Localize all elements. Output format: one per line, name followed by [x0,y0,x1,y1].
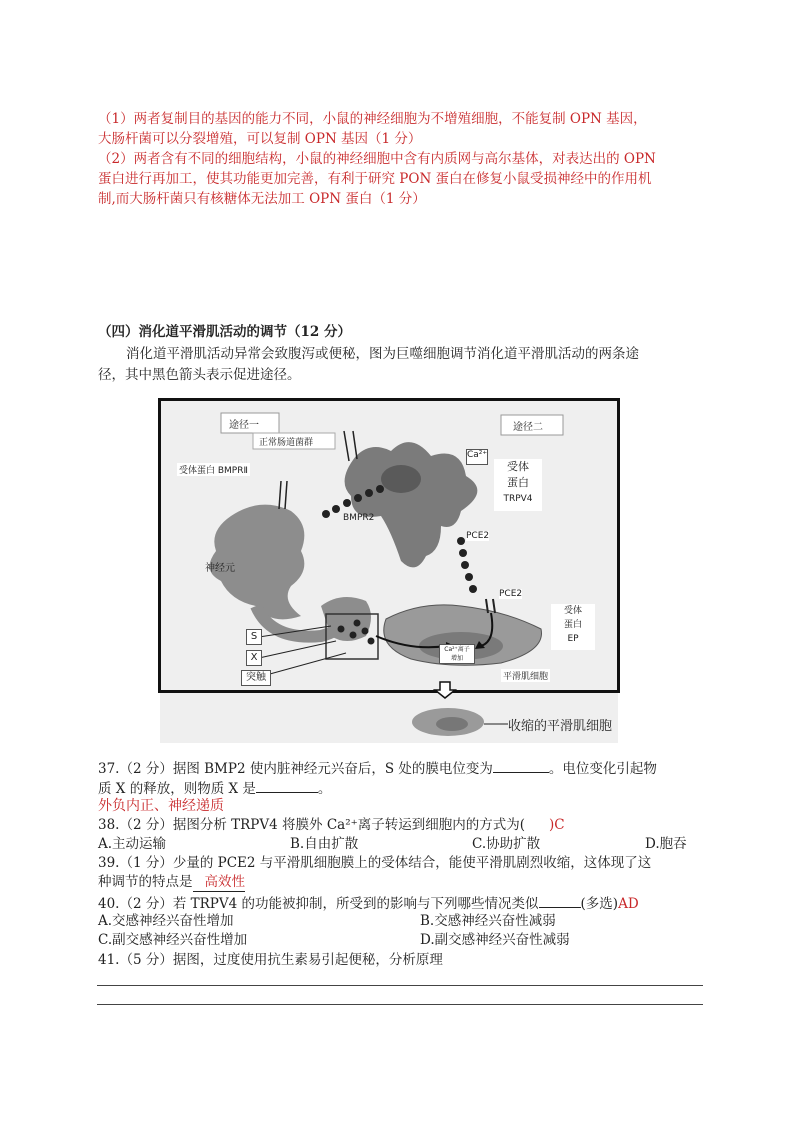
ca-increase-line-1: Ca²⁺离子 [444,646,470,653]
macrophage-shape [345,442,478,567]
ep-line-2: 蛋白 [563,620,582,630]
trpv4-receptor-label [494,459,542,511]
q40-option-c: C.副交感神经兴奋性增加 [98,932,248,948]
q37-answer: 外负内正、神经递质 [98,798,224,814]
q37-line-1 [98,758,657,778]
contracted-cell-label: 收缩的平滑肌细胞 [508,719,613,734]
q37-blank-1 [493,758,549,773]
trpv4-line-2: 蛋白 [507,476,529,489]
answer-line-3: （2）两者含有不同的细胞结构，小鼠的神经细胞中含有内质网与高尔基体，对表达出的 OPN [98,151,656,167]
q38-option-c: C.协助扩散 [472,836,541,852]
ca-increase-label [439,644,475,664]
answer-line-5: 制,而大肠杆菌只有核糖体无法加工 OPN 蛋白（1 分） [98,191,426,207]
q37-text-b: 。电位变化引起物 [548,761,657,777]
q38-answer: C [554,817,565,833]
q39-line-2 [98,873,245,892]
answer-line-1: （1）两者复制目的基因的能力不同，小鼠的神经细胞为不增殖细胞，不能复制 OPN 基因， [98,111,647,127]
q38-text: 38.（2 分）据图分析 TRPV4 将膜外 Ca²⁺离子转运到细胞内的方式为( [98,817,525,833]
pce2-label-b: PCE2 [499,589,523,599]
q40-option-d: D.副交感神经兴奋性减弱 [420,932,570,948]
q38-line [98,816,565,834]
ca-label: Ca²⁺ [466,449,488,465]
q39-text-b: 种调节的特点是 [98,874,193,890]
q40-answer: AD [618,896,639,912]
answer-rule-2 [97,1004,703,1005]
q38-option-d: D.胞吞 [645,836,687,852]
q37-text-d: 。 [317,781,332,797]
trpv4-line-3: TRPV4 [503,494,533,504]
q37-blank-2 [256,778,318,793]
q40-blank [539,893,581,908]
bmpr-receptor-label: 受体蛋白 BMPRⅡ [177,463,250,476]
answer-line-4: 蛋白进行再加工，使其功能更加完善，有利于研究 PON 蛋白在修复小鼠受损神经中的作用机 [98,171,652,187]
q39-line-1: 39.（1 分）少量的 PCE2 与平滑肌细胞膜上的受体结合，能使平滑肌剧烈收缩，这体现了这 [98,855,652,871]
macrophage-figure [158,398,620,693]
bmpr2-label: BMPR2 [343,513,375,523]
macrophage-nucleus-shape [381,465,421,493]
q40-option-b: B.交感神经兴奋性减弱 [420,913,556,929]
q38-option-b: B.自由扩散 [290,836,359,852]
figure-drawing [161,401,617,690]
ca-increase-line-2: 增加 [450,655,463,662]
q39-answer: 高效性 [193,873,246,892]
q40-text: 40.（2 分）若 TRPV4 的功能被抑制，所受到的影响与下列哪些情况类似 [98,896,539,912]
s-label: S [246,629,262,645]
q37-text-a: 37.（2 分）据图 BMP2 使内脏神经元兴奋后，S 处的膜电位变为 [98,761,493,777]
ep-receptor-label [551,604,595,650]
answer-line-2: 大肠杆菌可以分裂增殖，可以复制 OPN 基因（1 分） [98,131,422,147]
pathway1-label: 途径一 [229,420,259,431]
answer-rule-1 [97,985,703,986]
gut-flora-label: 正常肠道菌群 [259,438,314,448]
contracted-cell-drawing [400,680,510,740]
q37-line-2 [98,778,331,798]
trpv4-line-1: 受体 [507,460,529,473]
smooth-muscle-label: 平滑肌细胞 [501,669,550,682]
synapse-label: 突触 [241,670,271,686]
section-intro-line-1: 消化道平滑肌活动异常会致腹泻或便秘，图为巨噬细胞调节消化道平滑肌活动的两条途 [126,346,639,362]
x-label: X [246,650,262,666]
q41-line: 41.（5 分）据图，过度使用抗生素易引起便秘，分析原理 [98,952,443,968]
pathway2-label: 途径二 [513,422,543,433]
q40-line [98,893,639,913]
ep-line-1: 受体 [563,606,582,616]
down-arrow-icon [435,682,455,698]
neuron-label: 神经元 [205,563,235,574]
pce2-label-a: PCE2 [466,531,490,541]
q40-tail: (多选) [580,896,619,912]
section-intro-line-2: 径，其中黑色箭头表示促进途径。 [98,367,301,383]
q38-option-a: A.主动运输 [98,836,167,852]
q40-option-a: A.交感神经兴奋性增加 [98,913,234,929]
q37-text-c: 质 X 的释放，则物质 X 是 [98,781,256,797]
section-heading: （四）消化道平滑肌活动的调节（12 分） [98,324,351,340]
q38-close-paren: ) [549,817,555,833]
ep-line-3: EP [567,634,579,644]
